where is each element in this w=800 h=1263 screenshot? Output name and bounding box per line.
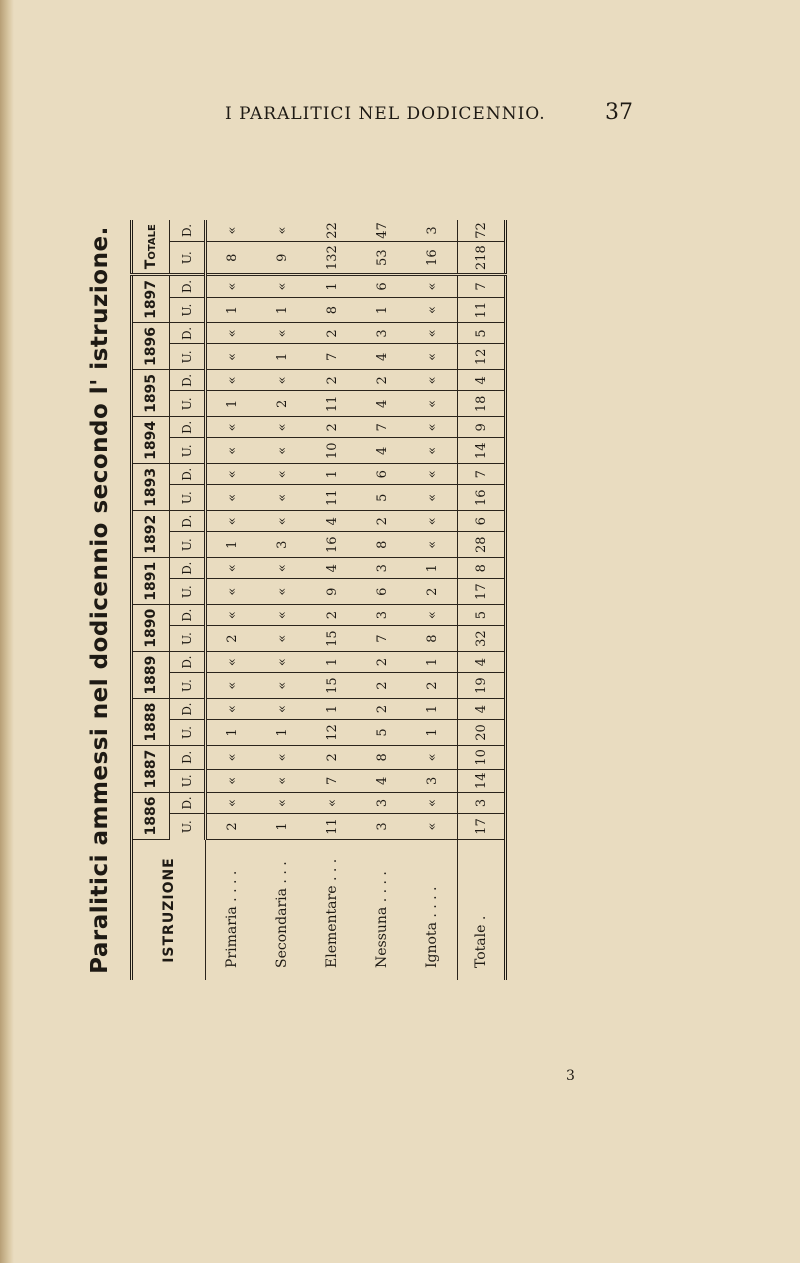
table-cell: 7 xyxy=(357,626,407,652)
table-cell: « xyxy=(257,626,307,652)
table-cell: « xyxy=(206,652,258,673)
table-cell: 15 xyxy=(307,673,357,699)
table-cell: 6 xyxy=(357,275,407,297)
table-cell: « xyxy=(257,558,307,579)
table-cell: 14 xyxy=(458,438,506,464)
table-cell: « xyxy=(206,746,258,769)
table-cell: 28 xyxy=(458,532,506,558)
table-cell: 32 xyxy=(458,626,506,652)
total-cell: 132 xyxy=(307,241,357,274)
table-cell: 10 xyxy=(458,746,506,769)
table-cell: « xyxy=(407,391,458,417)
table-cell: 3 xyxy=(407,769,458,792)
sub-header-d: D. xyxy=(170,417,206,438)
table-cell: 3 xyxy=(257,532,307,558)
table-cell: « xyxy=(206,579,258,605)
table-cell: 4 xyxy=(357,438,407,464)
sub-header-d: D. xyxy=(170,511,206,532)
year-header: 1888 xyxy=(132,699,170,746)
sub-header-u: U. xyxy=(170,719,206,745)
table-cell: « xyxy=(257,511,307,532)
table-cell: 4 xyxy=(458,370,506,391)
table-cell: 2 xyxy=(357,511,407,532)
running-title: I PARALITICI NEL DODICENNIO. xyxy=(225,104,546,124)
sub-header-u: U. xyxy=(170,626,206,652)
table-row xyxy=(307,220,357,980)
table-cell: 19 xyxy=(458,673,506,699)
sub-header-u: U. xyxy=(170,579,206,605)
table-cell: 3 xyxy=(357,558,407,579)
total-cell: 72 xyxy=(458,220,506,241)
table-cell: « xyxy=(407,813,458,839)
table-cell: « xyxy=(257,793,307,814)
row-label: Ignota . . . . xyxy=(424,886,440,968)
sub-header-u: U. xyxy=(170,297,206,323)
table-cell: « xyxy=(206,464,258,485)
total-cell: « xyxy=(206,220,258,241)
table-cell: 4 xyxy=(357,391,407,417)
table-cell: « xyxy=(206,370,258,391)
table-cell: 1 xyxy=(407,652,458,673)
table-cell: 2 xyxy=(307,370,357,391)
sub-header-d: D. xyxy=(170,464,206,485)
table-cell: 2 xyxy=(307,417,357,438)
table-cell: 16 xyxy=(458,485,506,511)
table-cell: « xyxy=(206,485,258,511)
table-cell: 8 xyxy=(458,558,506,579)
table-cell: 17 xyxy=(458,579,506,605)
table-cell: 1 xyxy=(257,344,307,370)
table-caption: Paralitici ammessi nel dodicennio secondo l' istruzione. xyxy=(87,226,113,974)
table-cell: 3 xyxy=(357,605,407,626)
table-cell: « xyxy=(407,464,458,485)
total-cell: 9 xyxy=(257,241,307,274)
table-cell: 20 xyxy=(458,719,506,745)
table-cell: 11 xyxy=(307,813,357,839)
table-cell: « xyxy=(257,579,307,605)
total-cell: 53 xyxy=(357,241,407,274)
table-row xyxy=(257,220,307,980)
page-edge xyxy=(0,0,14,1263)
table-cell: 7 xyxy=(307,769,357,792)
table-cell: « xyxy=(407,417,458,438)
sub-header-u: U. xyxy=(170,391,206,417)
sub-header-d: D. xyxy=(170,370,206,391)
table-cell: 2 xyxy=(357,699,407,720)
table-cell: 11 xyxy=(307,485,357,511)
table-cell: 2 xyxy=(307,746,357,769)
table-cell: 12 xyxy=(307,719,357,745)
table-cell: 1 xyxy=(257,813,307,839)
year-header: 1891 xyxy=(132,558,170,605)
table-cell: « xyxy=(307,793,357,814)
year-header: 1887 xyxy=(132,746,170,793)
table-cell: 1 xyxy=(407,699,458,720)
table-cell: « xyxy=(206,323,258,344)
table-cell: 7 xyxy=(357,417,407,438)
sub-header-d: D. xyxy=(170,793,206,814)
table-cell: 7 xyxy=(307,344,357,370)
rotated-table-block xyxy=(80,220,600,980)
table-cell: 1 xyxy=(257,719,307,745)
table-cell: 11 xyxy=(307,391,357,417)
year-header: 1897 xyxy=(132,275,170,323)
table-cell: 18 xyxy=(458,391,506,417)
table-cell: « xyxy=(206,673,258,699)
sub-header-d: D. xyxy=(170,652,206,673)
table-cell: « xyxy=(407,793,458,814)
table-cell: 11 xyxy=(458,297,506,323)
table-cell: « xyxy=(257,746,307,769)
total-cell: 8 xyxy=(206,241,258,274)
table-cell: 4 xyxy=(458,652,506,673)
table-cell: 5 xyxy=(458,323,506,344)
table-cell: « xyxy=(407,511,458,532)
table-row xyxy=(407,220,458,980)
table-cell: 2 xyxy=(407,673,458,699)
table-cell: 1 xyxy=(307,699,357,720)
table-cell: 2 xyxy=(206,813,258,839)
table-cell: 2 xyxy=(307,323,357,344)
table-cell: 1 xyxy=(206,532,258,558)
table-cell: « xyxy=(407,746,458,769)
column-header-istruzione: ISTRUZIONE xyxy=(132,840,206,981)
table-cell: 1 xyxy=(206,391,258,417)
total-cell: 16 xyxy=(407,241,458,274)
table-cell: 17 xyxy=(458,813,506,839)
year-header: 1886 xyxy=(132,793,170,840)
table-cell: 4 xyxy=(307,511,357,532)
table-cell: 1 xyxy=(307,275,357,297)
table-cell: 16 xyxy=(307,532,357,558)
table-cell: « xyxy=(257,485,307,511)
sub-header-d: D. xyxy=(170,746,206,769)
table-cell: « xyxy=(407,323,458,344)
table-cell: 15 xyxy=(307,626,357,652)
table-cell: 9 xyxy=(458,417,506,438)
table-cell: 7 xyxy=(458,464,506,485)
table-cell: « xyxy=(206,438,258,464)
sub-header-d: D. xyxy=(170,323,206,344)
table-cell: 4 xyxy=(357,769,407,792)
table-cell: « xyxy=(206,793,258,814)
row-label: Primaria . . . . xyxy=(223,870,240,968)
row-label: Elementare . . . xyxy=(324,858,340,968)
table-cell: 2 xyxy=(357,673,407,699)
table-cell: 8 xyxy=(357,532,407,558)
table-cell: « xyxy=(257,652,307,673)
table-cell: « xyxy=(257,275,307,297)
table-cell: 1 xyxy=(206,719,258,745)
sub-header-u: U. xyxy=(170,485,206,511)
table-cell: « xyxy=(206,769,258,792)
table-cell: « xyxy=(206,275,258,297)
table-cell: « xyxy=(407,370,458,391)
table-cell: « xyxy=(257,699,307,720)
year-header-totale: Totale xyxy=(132,220,170,275)
row-label: Secondaria . . . xyxy=(274,861,290,968)
table-cell: 12 xyxy=(458,344,506,370)
table-cell: 1 xyxy=(307,652,357,673)
table-cell: 5 xyxy=(357,719,407,745)
table-cell: 2 xyxy=(307,605,357,626)
table-cell: 6 xyxy=(357,464,407,485)
sub-header-u: U. xyxy=(170,438,206,464)
table-cell: 2 xyxy=(357,370,407,391)
sub-header-d: D. xyxy=(170,558,206,579)
sub-header-d: D. xyxy=(170,275,206,297)
table-cell: 1 xyxy=(407,719,458,745)
table-row xyxy=(206,220,258,980)
table-cell: 3 xyxy=(357,793,407,814)
total-cell: « xyxy=(257,220,307,241)
table-cell: « xyxy=(407,438,458,464)
sub-header-u: U. xyxy=(170,532,206,558)
table-cell: 8 xyxy=(407,626,458,652)
table-cell: 4 xyxy=(357,344,407,370)
table-cell: 3 xyxy=(458,793,506,814)
page-number: 37 xyxy=(605,100,633,125)
year-header: 1892 xyxy=(132,511,170,558)
sub-header-d: D. xyxy=(170,220,206,241)
year-header: 1889 xyxy=(132,652,170,699)
sub-header-d: D. xyxy=(170,605,206,626)
year-header: 1895 xyxy=(132,370,170,417)
table-cell: « xyxy=(257,417,307,438)
table-cell: 2 xyxy=(206,626,258,652)
table-cell: 4 xyxy=(458,699,506,720)
table-cell: 5 xyxy=(357,485,407,511)
table-cell: « xyxy=(206,511,258,532)
total-cell: 3 xyxy=(407,220,458,241)
table-cell: 3 xyxy=(357,813,407,839)
sub-header-u: U. xyxy=(170,241,206,274)
year-header-row xyxy=(132,220,170,980)
table-cell: « xyxy=(407,344,458,370)
total-cell: 218 xyxy=(458,241,506,274)
total-cell: 22 xyxy=(307,220,357,241)
table-cell: 8 xyxy=(307,297,357,323)
table-cell: 1 xyxy=(206,297,258,323)
table-cell: 3 xyxy=(357,323,407,344)
table-cell: 14 xyxy=(458,769,506,792)
year-header: 1894 xyxy=(132,417,170,464)
year-header: 1893 xyxy=(132,464,170,511)
table-cell: 1 xyxy=(257,297,307,323)
table-cell: « xyxy=(257,323,307,344)
table-cell: « xyxy=(257,464,307,485)
table-cell: « xyxy=(407,485,458,511)
row-label: Totale . xyxy=(458,840,506,981)
sub-header-d: D. xyxy=(170,699,206,720)
table-cell: « xyxy=(257,605,307,626)
sub-header-u: U. xyxy=(170,344,206,370)
table-cell: « xyxy=(257,769,307,792)
total-cell: 47 xyxy=(357,220,407,241)
table-cell: 10 xyxy=(307,438,357,464)
table-cell: 8 xyxy=(357,746,407,769)
table-cell: « xyxy=(407,297,458,323)
table-cell: 7 xyxy=(458,275,506,297)
page-header xyxy=(0,100,800,130)
table-row xyxy=(458,220,506,980)
table-cell: 4 xyxy=(307,558,357,579)
table-cell: « xyxy=(206,417,258,438)
table-cell: 6 xyxy=(458,511,506,532)
table-cell: « xyxy=(257,438,307,464)
table-cell: « xyxy=(407,532,458,558)
table-cell: 2 xyxy=(407,579,458,605)
table-cell: 2 xyxy=(357,652,407,673)
sub-header-u: U. xyxy=(170,673,206,699)
table-cell: « xyxy=(257,673,307,699)
table-cell: 1 xyxy=(307,464,357,485)
table-cell: « xyxy=(206,558,258,579)
table-cell: « xyxy=(206,699,258,720)
signature-mark: 3 xyxy=(566,1068,575,1084)
table-cell: 1 xyxy=(407,558,458,579)
table-cell: 1 xyxy=(357,297,407,323)
table-cell: 5 xyxy=(458,605,506,626)
year-header: 1896 xyxy=(132,323,170,370)
sub-header-u: U. xyxy=(170,769,206,792)
table-row xyxy=(357,220,407,980)
table-body xyxy=(206,220,506,980)
table-cell: « xyxy=(257,370,307,391)
table-cell: 6 xyxy=(357,579,407,605)
year-header: 1890 xyxy=(132,605,170,652)
table-cell: « xyxy=(206,605,258,626)
table-cell: 9 xyxy=(307,579,357,605)
row-label: Nessuna . . . . xyxy=(374,871,390,968)
education-table xyxy=(130,220,507,980)
table-cell: « xyxy=(407,275,458,297)
table-cell: « xyxy=(407,605,458,626)
sub-header-u: U. xyxy=(170,813,206,839)
table-cell: « xyxy=(206,344,258,370)
table-cell: 2 xyxy=(257,391,307,417)
